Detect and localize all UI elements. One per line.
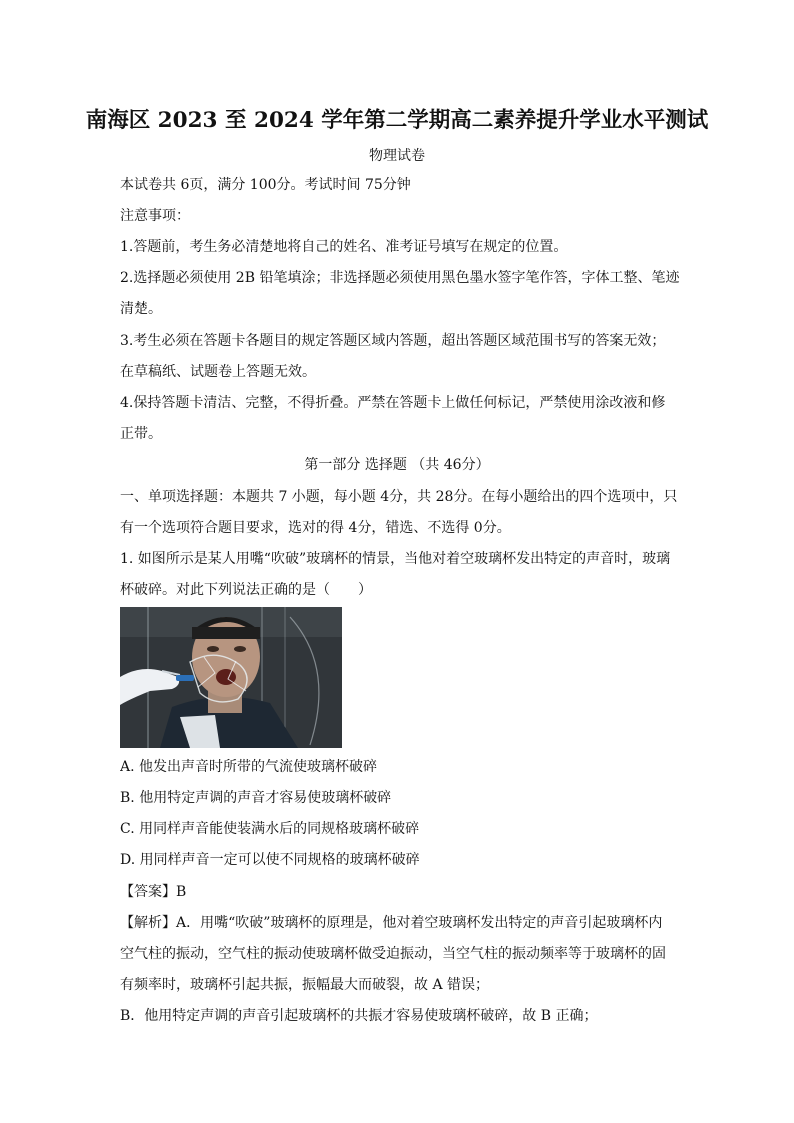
analysis-line: 有频率时，玻璃杯引起共振，振幅最大而破裂，故 A 错误； (120, 977, 490, 993)
glass-breaking-photo (120, 607, 342, 748)
question-stem: 1. 如图所示是某人用嘴“吹破”玻璃杯的情景，当他对着空玻璃杯发出特定的声音时，玻璃 (120, 551, 671, 567)
option-a: A. 他发出声音时所带的气流使玻璃杯破碎 (120, 759, 378, 775)
exam-subtitle: 物理试卷 (369, 148, 425, 164)
notes-heading: 注意事项： (120, 208, 190, 224)
analysis-line: 空气柱的振动，空气柱的振动使玻璃杯做受迫振动，当空气柱的振动频率等于玻璃杯的固 (120, 946, 666, 962)
question-stem: 杯破碎。对此下列说法正确的是（ ） (120, 582, 372, 598)
note-line: 3.考生必须在答题卡各题目的规定答题区域内答题，超出答题区域范围书写的答案无效； (120, 333, 666, 349)
note-line: 正带。 (120, 426, 162, 442)
note-line: 在草稿纸、试题卷上答题无效。 (120, 364, 316, 380)
exam-title: 南海区 2023 至 2024 学年第二学期高二素养提升学业水平测试 (85, 108, 709, 133)
exam-intro: 本试卷共 6页，满分 100分。考试时间 75分钟 (120, 177, 411, 193)
answer-line: 【答案】B (120, 884, 187, 900)
note-line: 4.保持答题卡清洁、完整，不得折叠。严禁在答题卡上做任何标记，严禁使用涂改液和修 (120, 395, 666, 411)
option-d: D. 用同样声音一定可以使不同规格的玻璃杯破碎 (120, 852, 420, 868)
section-instruction: 有一个选项符合题目要求，选对的得 4分，错选、不选得 0分。 (120, 520, 511, 536)
part-heading: 第一部分 选择题 （共 46分） (304, 457, 490, 473)
analysis-line: B．他用特定声调的声音引起玻璃杯的共振才容易使玻璃杯破碎，故 B 正确； (120, 1008, 598, 1024)
analysis-line: 【解析】A．用嘴“吹破”玻璃杯的原理是，他对着空玻璃杯发出特定的声音引起玻璃杯内 (120, 915, 663, 931)
note-line: 1.答题前，考生务必清楚地将自己的姓名、准考证号填写在规定的位置。 (120, 239, 568, 255)
option-b: B. 他用特定声调的声音才容易使玻璃杯破碎 (120, 790, 392, 806)
question-photo (120, 607, 342, 748)
note-line: 2.选择题必须使用 2B 铅笔填涂；非选择题必须使用黑色墨水签字笔作答，字体工整、笔迹 (120, 270, 680, 286)
note-line: 清楚。 (120, 301, 162, 317)
section-instruction: 一、单项选择题：本题共 7 小题，每小题 4分，共 28分。在每小题给出的四个选项中，只 (120, 489, 678, 505)
option-c: C. 用同样声音能使装满水后的同规格玻璃杯破碎 (120, 821, 420, 837)
